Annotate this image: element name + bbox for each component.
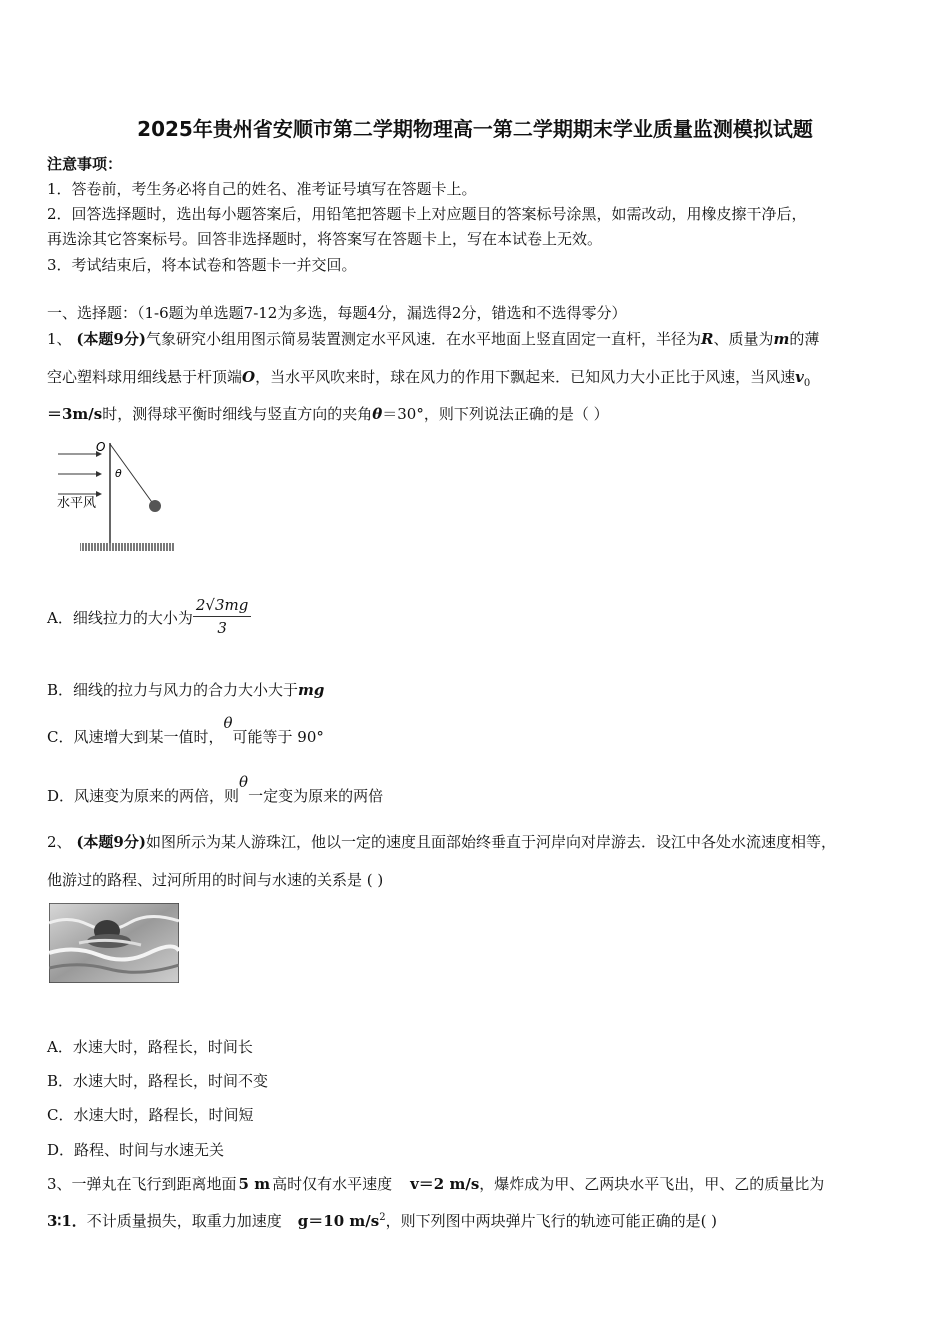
q1-text: ，当水平风吹来时，球在风力的作用下飘起来．已知风力大小正比于风速，当风速 — [255, 368, 796, 386]
q1-line2 — [47, 366, 810, 389]
q3-text: ，爆炸成为甲、乙两块水平飞出，甲、乙的质量比为 — [479, 1175, 825, 1193]
page-title: 2025年贵州省安顺市第二学期物理高一第二学期期末学业质量监测模拟试题 — [137, 117, 813, 141]
label-wind: 水平风 — [57, 496, 97, 511]
q1-text: 时，测得球平衡时细线与竖直方向的夹角 — [102, 405, 373, 423]
fraction-denominator: 3 — [217, 619, 227, 637]
q2-option-B[interactable]: B．水速大时，路程长，时间不变 — [47, 1072, 269, 1090]
notice-item: 2．回答选择题时，选出每小题答案后，用铅笔把答题卡上对应题目的答案标号涂黑，如需改动，用橡皮擦干净后， — [47, 205, 807, 223]
var-theta: θ — [239, 773, 249, 791]
q1-subscript: 0 — [803, 378, 811, 389]
arrow-head — [96, 491, 102, 497]
q3-ratio: 3∶1． — [47, 1212, 87, 1230]
q1-line3 — [47, 403, 609, 424]
option-text: B．细线的拉力与风力的合力大小大于 — [47, 681, 299, 699]
q1-var-O: O — [242, 368, 256, 386]
q1-option-C[interactable] — [47, 714, 324, 747]
option-text: C．风速增大到某一值时， — [47, 728, 224, 746]
q1-speed: ＝3m/s — [47, 405, 103, 423]
option-text: 一定变为原来的两倍 — [248, 787, 384, 805]
q2-score: (本题9分) — [76, 833, 146, 851]
fraction-numerator: 2√3mg — [193, 596, 251, 617]
q1-option-D[interactable] — [47, 773, 384, 806]
q2-option-D[interactable]: D．路程、时间与水速无关 — [47, 1141, 225, 1159]
q3-text: 不计质量损失，取重力加速度 — [86, 1212, 282, 1230]
option-text: 可能等于 90° — [232, 728, 324, 746]
q1-text: ＝30°，则下列说法正确的是（ ） — [382, 405, 609, 423]
q1-var-R: R — [700, 330, 714, 348]
notice-item: 再选涂其它答案标号。回答非选择题时，将答案写在答题卡上，写在本试卷上无效。 — [47, 230, 603, 248]
q2-line1 — [47, 831, 836, 852]
q3-text: ，则下列图中两块弹片飞行的轨迹可能正确的是( ) — [385, 1212, 718, 1230]
q3-line1 — [47, 1173, 824, 1194]
q1-text: 空心塑料球用细线悬于杆顶端 — [47, 368, 243, 386]
option-text: A．细线拉力的大小为 — [47, 609, 193, 627]
q1-var-m: m — [773, 330, 790, 348]
var-mg: mg — [298, 681, 325, 699]
q2-line2: 他游过的路程、过河所用的时间与水速的关系是 ( ) — [47, 871, 384, 889]
notice-heading: 注意事项： — [47, 155, 123, 173]
q3-gravity: g＝10 m/s — [297, 1212, 380, 1230]
ball — [149, 500, 161, 512]
q1-option-B[interactable] — [47, 679, 324, 700]
q1-option-A[interactable] — [47, 596, 251, 656]
q3-superscript: 2 — [379, 1212, 386, 1223]
ground — [80, 543, 175, 551]
q1-text: 、质量为 — [713, 330, 774, 348]
q2-option-A[interactable]: A．水速大时，路程长，时间长 — [47, 1038, 253, 1056]
q1-var-v: v — [795, 368, 804, 386]
q3-text: 高时仅有水平速度 — [272, 1175, 393, 1193]
label-theta: θ — [115, 467, 122, 480]
notice-item: 1．答卷前，考生务必将自己的姓名、准考证号填写在答题卡上。 — [47, 180, 477, 198]
swimmer-photo — [49, 903, 179, 983]
section-heading: 一、选择题：（1-6题为单选题7-12为多选，每题4分，漏选得2分，错选和不选得零分） — [47, 304, 627, 322]
q1-text: 气象研究小组用图示简易装置测定水平风速．在水平地面上竖直固定一直杆，半径为 — [145, 330, 701, 348]
q2-option-C[interactable]: C．水速大时，路程长，时间短 — [47, 1106, 254, 1124]
q3-line2 — [47, 1210, 717, 1231]
q2-text: 如图所示为某人游珠江，他以一定的速度且面部始终垂直于河岸向对岸游去．设江中各处水流速度相等， — [145, 833, 836, 851]
q1-score: (本题9分) — [76, 330, 146, 348]
q1-line1 — [47, 328, 819, 349]
option-text: D．风速变为原来的两倍，则 — [47, 787, 240, 805]
notice-item: 3．考试结束后，将本试卷和答题卡一并交回。 — [47, 256, 357, 274]
q1-number: 1、 — [47, 330, 72, 348]
arrow-head — [96, 471, 102, 477]
q2-number: 2、 — [47, 833, 72, 851]
label-O: O — [96, 440, 106, 454]
q3-velocity: v＝2 m/s — [410, 1175, 480, 1193]
pendulum-figure — [52, 437, 182, 557]
q1-var-theta: θ — [372, 405, 383, 423]
var-theta: θ — [223, 714, 233, 732]
q1-text: 的薄 — [789, 330, 820, 348]
fraction — [193, 596, 251, 637]
q3-text: 3、一弹丸在飞行到距离地面 — [47, 1175, 237, 1193]
q3-height: 5 m — [238, 1175, 271, 1193]
